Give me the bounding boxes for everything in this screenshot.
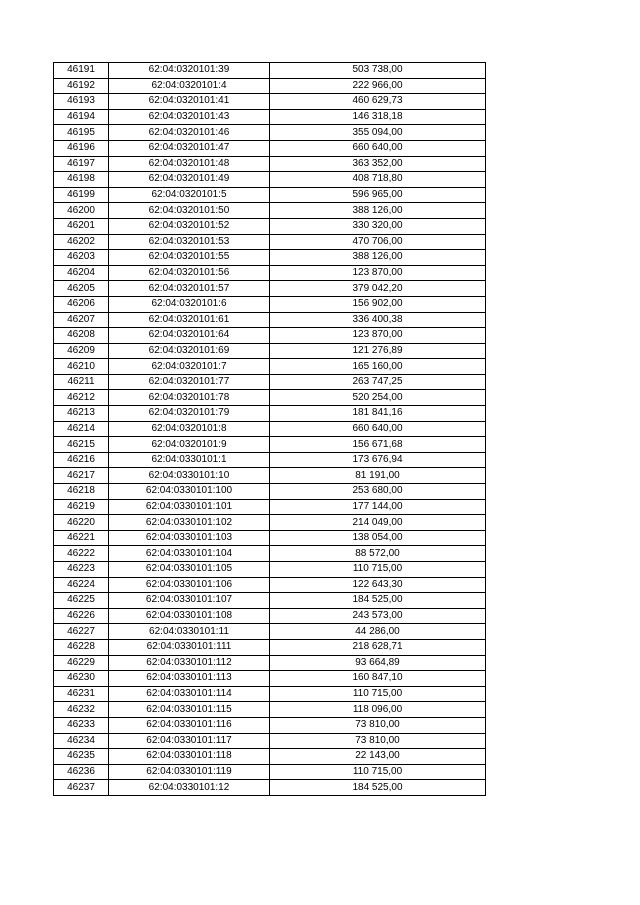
cadastral-number-cell: 62:04:0330101:103	[109, 530, 270, 546]
table-row	[54, 530, 486, 546]
row-number-cell: 46197	[54, 156, 109, 172]
row-number-cell: 46232	[54, 702, 109, 718]
cadastral-number-cell: 62:04:0330101:11	[109, 624, 270, 640]
cadastral-number-cell: 62:04:0330101:106	[109, 577, 270, 593]
cadastral-value-cell: 355 094,00	[270, 125, 486, 141]
table-row	[54, 156, 486, 172]
cadastral-number-cell: 62:04:0330101:10	[109, 468, 270, 484]
cadastral-value-cell: 660 640,00	[270, 140, 486, 156]
cadastral-number-cell: 62:04:0330101:1	[109, 452, 270, 468]
table-row	[54, 125, 486, 141]
row-number-cell: 46224	[54, 577, 109, 593]
cadastral-value-cell: 118 096,00	[270, 702, 486, 718]
table-row	[54, 749, 486, 765]
cadastral-number-cell: 62:04:0320101:43	[109, 109, 270, 125]
row-number-cell: 46192	[54, 78, 109, 94]
row-number-cell: 46202	[54, 234, 109, 250]
cadastral-number-cell: 62:04:0320101:7	[109, 359, 270, 375]
cadastral-number-cell: 62:04:0330101:12	[109, 780, 270, 796]
row-number-cell: 46229	[54, 655, 109, 671]
cadastral-value-cell: 173 676,94	[270, 452, 486, 468]
cadastral-value-cell: 81 191,00	[270, 468, 486, 484]
table-row	[54, 94, 486, 110]
table-row	[54, 764, 486, 780]
table-row	[54, 484, 486, 500]
cadastral-number-cell: 62:04:0330101:100	[109, 484, 270, 500]
table-row	[54, 577, 486, 593]
table-row	[54, 250, 486, 266]
cadastral-number-cell: 62:04:0320101:47	[109, 140, 270, 156]
cadastral-number-cell: 62:04:0320101:46	[109, 125, 270, 141]
cadastral-number-cell: 62:04:0320101:53	[109, 234, 270, 250]
row-number-cell: 46233	[54, 717, 109, 733]
cadastral-value-cell: 214 049,00	[270, 515, 486, 531]
row-number-cell: 46194	[54, 109, 109, 125]
row-number-cell: 46230	[54, 671, 109, 687]
row-number-cell: 46214	[54, 421, 109, 437]
cadastral-number-cell: 62:04:0330101:101	[109, 499, 270, 515]
cadastral-number-cell: 62:04:0320101:57	[109, 281, 270, 297]
table-row	[54, 655, 486, 671]
cadastral-number-cell: 62:04:0330101:111	[109, 639, 270, 655]
table-row	[54, 437, 486, 453]
row-number-cell: 46217	[54, 468, 109, 484]
row-number-cell: 46203	[54, 250, 109, 266]
row-number-cell: 46209	[54, 343, 109, 359]
row-number-cell: 46208	[54, 328, 109, 344]
table-row	[54, 140, 486, 156]
row-number-cell: 46219	[54, 499, 109, 515]
table-row	[54, 172, 486, 188]
row-number-cell: 46199	[54, 187, 109, 203]
cadastral-value-cell: 363 352,00	[270, 156, 486, 172]
table-row	[54, 203, 486, 219]
cadastral-value-cell: 73 810,00	[270, 717, 486, 733]
row-number-cell: 46221	[54, 530, 109, 546]
cadastral-value-cell: 160 847,10	[270, 671, 486, 687]
cadastral-number-cell: 62:04:0330101:114	[109, 686, 270, 702]
cadastral-number-cell: 62:04:0320101:55	[109, 250, 270, 266]
cadastral-value-cell: 470 706,00	[270, 234, 486, 250]
cadastral-value-cell: 88 572,00	[270, 546, 486, 562]
table-row	[54, 359, 486, 375]
table-row	[54, 421, 486, 437]
cadastral-number-cell: 62:04:0320101:6	[109, 296, 270, 312]
cadastral-value-cell: 123 870,00	[270, 328, 486, 344]
table-row	[54, 328, 486, 344]
cadastral-number-cell: 62:04:0330101:117	[109, 733, 270, 749]
table-row	[54, 343, 486, 359]
cadastral-value-cell: 596 965,00	[270, 187, 486, 203]
cadastral-value-cell: 243 573,00	[270, 608, 486, 624]
table-row	[54, 265, 486, 281]
cadastral-value-cell: 460 629,73	[270, 94, 486, 110]
cadastral-value-cell: 93 664,89	[270, 655, 486, 671]
cadastral-value-cell: 660 640,00	[270, 421, 486, 437]
row-number-cell: 46198	[54, 172, 109, 188]
table-row	[54, 312, 486, 328]
row-number-cell: 46195	[54, 125, 109, 141]
row-number-cell: 46205	[54, 281, 109, 297]
row-number-cell: 46216	[54, 452, 109, 468]
cadastral-number-cell: 62:04:0330101:112	[109, 655, 270, 671]
cadastral-number-cell: 62:04:0330101:115	[109, 702, 270, 718]
cadastral-value-cell: 110 715,00	[270, 686, 486, 702]
table-row	[54, 717, 486, 733]
cadastral-number-cell: 62:04:0320101:9	[109, 437, 270, 453]
table-row	[54, 515, 486, 531]
cadastral-number-cell: 62:04:0330101:107	[109, 593, 270, 609]
cadastral-number-cell: 62:04:0330101:116	[109, 717, 270, 733]
table-row	[54, 546, 486, 562]
cadastral-number-cell: 62:04:0330101:102	[109, 515, 270, 531]
cadastral-number-cell: 62:04:0320101:61	[109, 312, 270, 328]
cadastral-number-cell: 62:04:0320101:50	[109, 203, 270, 219]
table-row	[54, 686, 486, 702]
table-row	[54, 468, 486, 484]
cadastral-number-cell: 62:04:0330101:105	[109, 562, 270, 578]
row-number-cell: 46201	[54, 218, 109, 234]
cadastral-value-cell: 156 902,00	[270, 296, 486, 312]
cadastral-number-cell: 62:04:0320101:56	[109, 265, 270, 281]
cadastral-number-cell: 62:04:0320101:5	[109, 187, 270, 203]
row-number-cell: 46206	[54, 296, 109, 312]
table-row	[54, 78, 486, 94]
row-number-cell: 46196	[54, 140, 109, 156]
row-number-cell: 46213	[54, 406, 109, 422]
cadastral-value-cell: 253 680,00	[270, 484, 486, 500]
cadastral-value-cell: 110 715,00	[270, 562, 486, 578]
table-row	[54, 608, 486, 624]
cadastral-value-cell: 184 525,00	[270, 593, 486, 609]
cadastral-value-cell: 156 671,68	[270, 437, 486, 453]
table-row	[54, 406, 486, 422]
table-row	[54, 702, 486, 718]
cadastral-number-cell: 62:04:0320101:78	[109, 390, 270, 406]
cadastral-number-cell: 62:04:0320101:4	[109, 78, 270, 94]
cadastral-value-cell: 165 160,00	[270, 359, 486, 375]
row-number-cell: 46234	[54, 733, 109, 749]
cadastral-value-cell: 520 254,00	[270, 390, 486, 406]
row-number-cell: 46237	[54, 780, 109, 796]
cadastral-number-cell: 62:04:0330101:104	[109, 546, 270, 562]
cadastral-value-cell: 263 747,25	[270, 374, 486, 390]
table-row	[54, 63, 486, 79]
row-number-cell: 46225	[54, 593, 109, 609]
row-number-cell: 46200	[54, 203, 109, 219]
cadastral-value-cell: 122 643,30	[270, 577, 486, 593]
table-row	[54, 187, 486, 203]
cadastral-value-cell: 73 810,00	[270, 733, 486, 749]
table-row	[54, 234, 486, 250]
row-number-cell: 46235	[54, 749, 109, 765]
cadastral-value-cell: 22 143,00	[270, 749, 486, 765]
row-number-cell: 46191	[54, 63, 109, 79]
cadastral-number-cell: 62:04:0320101:79	[109, 406, 270, 422]
row-number-cell: 46231	[54, 686, 109, 702]
cadastral-value-cell: 177 144,00	[270, 499, 486, 515]
cadastral-value-cell: 184 525,00	[270, 780, 486, 796]
cadastral-value-cell: 146 318,18	[270, 109, 486, 125]
cadastral-number-cell: 62:04:0330101:119	[109, 764, 270, 780]
row-number-cell: 46212	[54, 390, 109, 406]
cadastral-value-table	[53, 62, 486, 796]
row-number-cell: 46227	[54, 624, 109, 640]
cadastral-number-cell: 62:04:0320101:8	[109, 421, 270, 437]
table-row	[54, 639, 486, 655]
row-number-cell: 46226	[54, 608, 109, 624]
table-row	[54, 624, 486, 640]
row-number-cell: 46223	[54, 562, 109, 578]
cadastral-value-cell: 336 400,38	[270, 312, 486, 328]
cadastral-value-cell: 110 715,00	[270, 764, 486, 780]
cadastral-value-cell: 44 286,00	[270, 624, 486, 640]
row-number-cell: 46211	[54, 374, 109, 390]
cadastral-number-cell: 62:04:0330101:108	[109, 608, 270, 624]
cadastral-number-cell: 62:04:0320101:39	[109, 63, 270, 79]
cadastral-value-cell: 379 042,20	[270, 281, 486, 297]
row-number-cell: 46207	[54, 312, 109, 328]
cadastral-value-cell: 138 054,00	[270, 530, 486, 546]
cadastral-number-cell: 62:04:0320101:77	[109, 374, 270, 390]
cadastral-number-cell: 62:04:0320101:64	[109, 328, 270, 344]
table-row	[54, 499, 486, 515]
cadastral-value-cell: 123 870,00	[270, 265, 486, 281]
cadastral-value-cell: 330 320,00	[270, 218, 486, 234]
cadastral-number-cell: 62:04:0320101:48	[109, 156, 270, 172]
table-row	[54, 296, 486, 312]
cadastral-value-cell: 121 276,89	[270, 343, 486, 359]
table-body	[54, 63, 486, 796]
table-row	[54, 218, 486, 234]
table-row	[54, 562, 486, 578]
table-row	[54, 671, 486, 687]
cadastral-value-cell: 503 738,00	[270, 63, 486, 79]
cadastral-value-cell: 218 628,71	[270, 639, 486, 655]
cadastral-value-cell: 388 126,00	[270, 250, 486, 266]
row-number-cell: 46236	[54, 764, 109, 780]
cadastral-number-cell: 62:04:0320101:49	[109, 172, 270, 188]
row-number-cell: 46218	[54, 484, 109, 500]
cadastral-number-cell: 62:04:0320101:52	[109, 218, 270, 234]
table-row	[54, 390, 486, 406]
cadastral-number-cell: 62:04:0330101:113	[109, 671, 270, 687]
cadastral-value-cell: 388 126,00	[270, 203, 486, 219]
row-number-cell: 46193	[54, 94, 109, 110]
cadastral-number-cell: 62:04:0320101:69	[109, 343, 270, 359]
row-number-cell: 46215	[54, 437, 109, 453]
table-row	[54, 780, 486, 796]
row-number-cell: 46220	[54, 515, 109, 531]
row-number-cell: 46222	[54, 546, 109, 562]
table-row	[54, 593, 486, 609]
table-row	[54, 374, 486, 390]
row-number-cell: 46210	[54, 359, 109, 375]
row-number-cell: 46204	[54, 265, 109, 281]
cadastral-value-cell: 222 966,00	[270, 78, 486, 94]
table-row	[54, 281, 486, 297]
table-row	[54, 109, 486, 125]
cadastral-value-cell: 408 718,80	[270, 172, 486, 188]
cadastral-number-cell: 62:04:0320101:41	[109, 94, 270, 110]
table-row	[54, 452, 486, 468]
table-row	[54, 733, 486, 749]
row-number-cell: 46228	[54, 639, 109, 655]
cadastral-number-cell: 62:04:0330101:118	[109, 749, 270, 765]
cadastral-value-cell: 181 841,16	[270, 406, 486, 422]
